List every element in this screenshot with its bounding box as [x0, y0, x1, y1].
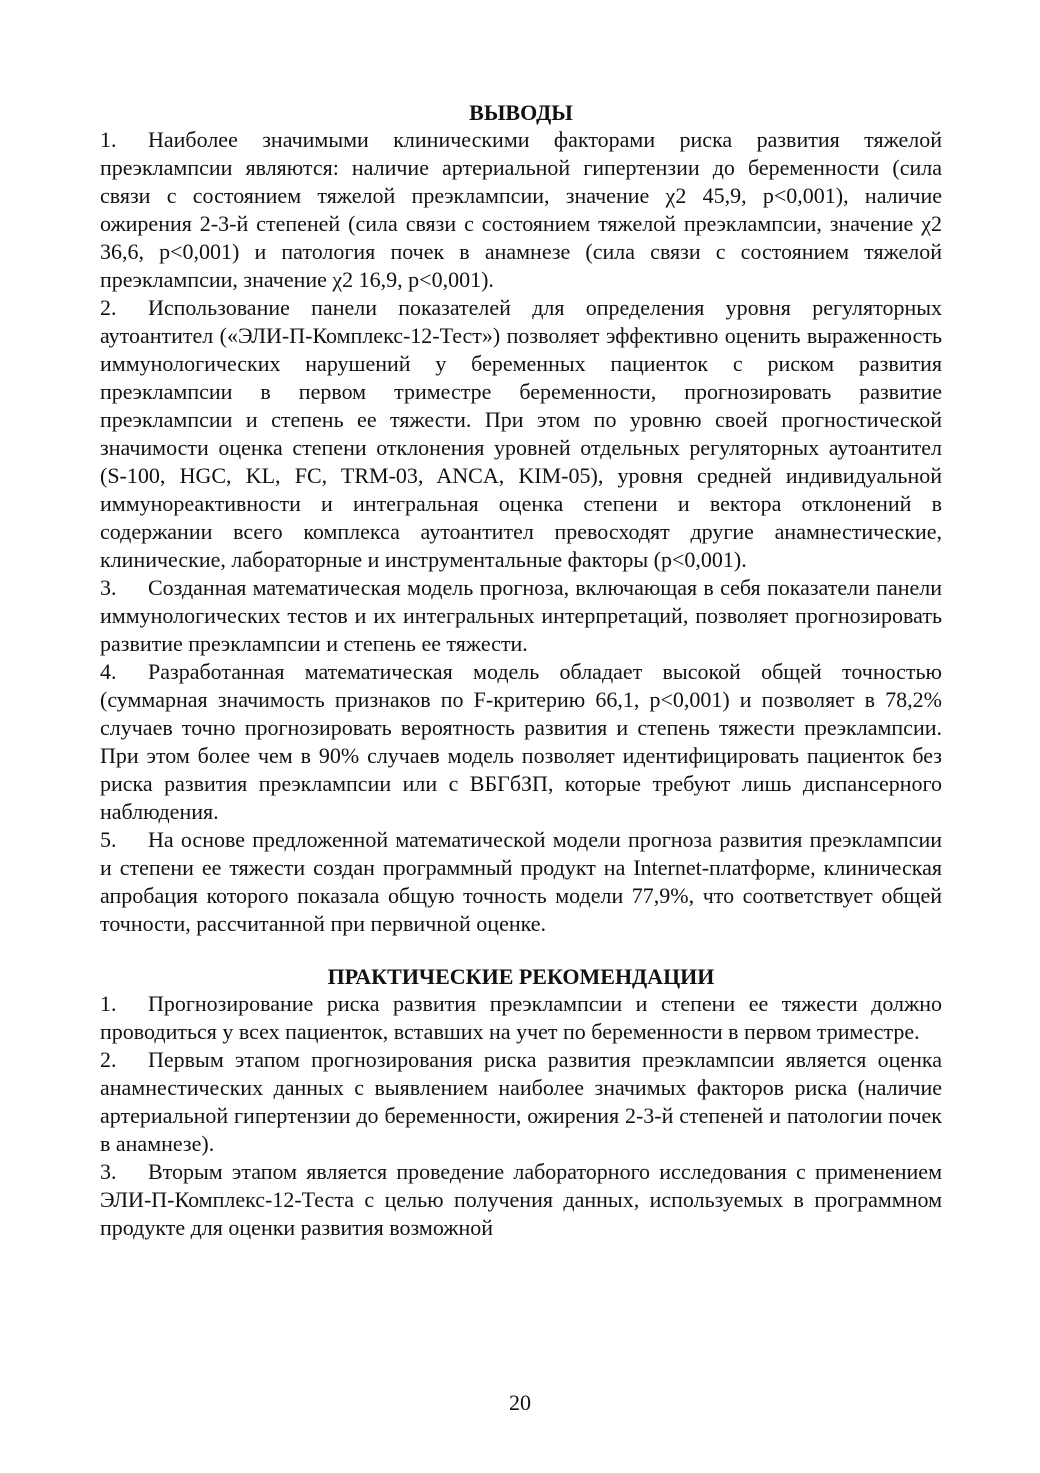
document-page — [100, 100, 942, 1242]
item-number: 3. — [100, 1159, 117, 1184]
item-text: На основе предложенной математической модели прогноза развития преэклампсии и степени ее тяжести создан программный продукт на Internet-платформе, клиническая апробация которого показала общую точность модели 77,9%, что соответствует общей точности, рассчитанной при первичной оценке. — [100, 827, 942, 936]
item-text: Использование панели показателей для определения уровня регуляторных аутоантител («ЭЛИ-П-Комплекс-12-Тест») позволяет эффективно оценить выраженность иммунологических нарушений у беременных пациенток с риском развития преэклампсии в первом триместре беременности, прогнозировать развитие преэклампсии и степень ее тяжести. При этом по уровню своей прогностической значимости оценка степени отклонения уровней отдельных регуляторных аутоантител (S-100, HGC, KL, FC, TRM-03, ANCA, KIM-05), уровня средней индивидуальной иммунореактивности и интегральная оценка степени и вектора отклонений в содержании всего комплекса аутоантител превосходят другие анамнестические, клинические, лабораторные и инструментальные факторы (p<0,001). — [100, 295, 942, 572]
item-text: Наиболее значимыми клиническими факторами риска развития тяжелой преэклампсии являются: наличие артериальной гипертензии до беременности (сила связи с состоянием тяжелой преэклампсии, значение χ2 45,9, p<0,001), наличие ожирения 2-3-й степеней (сила связи с состоянием тяжелой преэклампсии, значение χ2 36,6, p<0,001) и патология почек в анамнезе (сила связи с состоянием тяжелой преэклампсии, значение χ2 16,9, p<0,001). — [100, 127, 942, 292]
list-item — [100, 826, 942, 938]
item-number: 1. — [100, 991, 117, 1016]
list-item — [100, 126, 942, 294]
item-number: 2. — [100, 1047, 117, 1072]
section-title: ПРАКТИЧЕСКИЕ РЕКОМЕНДАЦИИ — [327, 964, 715, 989]
page-number: 20 — [509, 1390, 531, 1415]
item-text: Созданная математическая модель прогноза, включающая в себя показатели панели иммунологических тестов и их интегральных интерпретаций, позволяет прогнозировать развитие преэклампсии и степень ее тяжести. — [100, 575, 942, 656]
list-item — [100, 990, 942, 1046]
list-item — [100, 658, 942, 826]
item-text: Первым этапом прогнозирования риска развития преэклампсии является оценка анамнестических данных с выявлением наиболее значимых факторов риска (наличие артериальной гипертензии до беременности, ожирения 2-3-й степеней и патологии почек в анамнезе). — [100, 1047, 942, 1156]
item-number: 3. — [100, 575, 117, 600]
item-number: 4. — [100, 659, 117, 684]
section-title: ВЫВОДЫ — [469, 100, 573, 125]
recommendations-section — [100, 964, 942, 1242]
item-number: 2. — [100, 295, 117, 320]
list-item — [100, 1158, 942, 1242]
item-number: 1. — [100, 127, 117, 152]
list-item — [100, 574, 942, 658]
item-number: 5. — [100, 827, 117, 852]
item-text: Прогнозирование риска развития преэклампсии и степени ее тяжести должно проводиться у всех пациенток, вставших на учет по беременности в первом триместре. — [100, 991, 942, 1044]
conclusions-section — [100, 100, 942, 938]
item-text: Вторым этапом является проведение лабораторного исследования с применением ЭЛИ-П-Комплекс-12-Теста с целью получения данных, используемых в программном продукте для оценки развития возможной — [100, 1159, 942, 1240]
list-item — [100, 294, 942, 574]
list-item — [100, 1046, 942, 1158]
item-text: Разработанная математическая модель обладает высокой общей точностью (суммарная значимость признаков по F-критерию 66,1, p<0,001) и позволяет в 78,2% случаев точно прогнозировать вероятность развития и степень тяжести преэклампсии. При этом более чем в 90% случаев модель позволяет идентифицировать пациенток без риска развития преэклампсии или с ВБГбЗП, которые требуют лишь диспансерного наблюдения. — [100, 659, 942, 824]
